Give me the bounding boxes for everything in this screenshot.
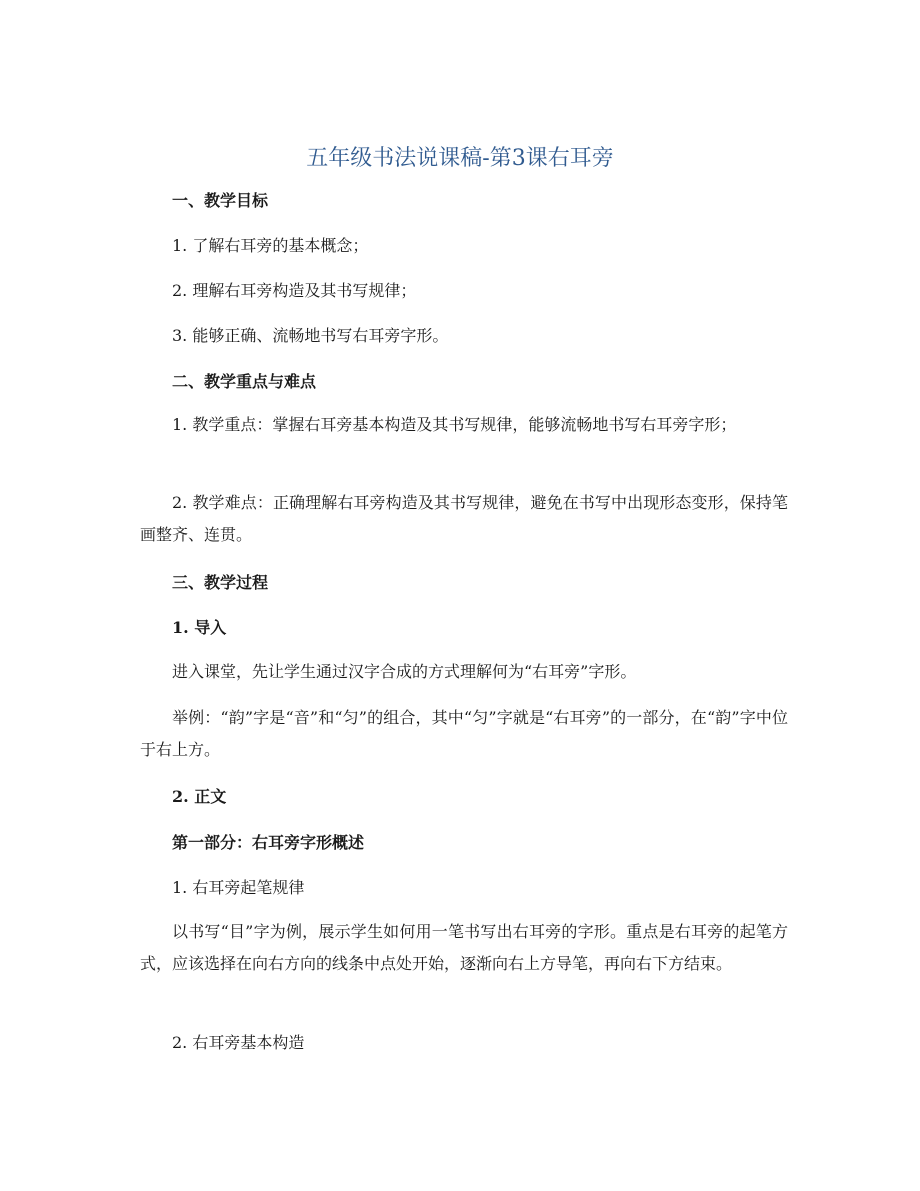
document-title: 五年级书法说课稿-第3课右耳旁 <box>306 146 614 171</box>
goal-item-1: 1. 了解右耳旁的基本概念； <box>172 236 369 255</box>
section-heading-teaching-goals: 一、教学目标 <box>172 191 269 210</box>
key-point-paragraph: 1. 教学重点：掌握右耳旁基本构造及其书写规律，能够流畅地书写右耳旁字形； <box>172 415 737 434</box>
sub-heading-starting-stroke: 1. 右耳旁起笔规律 <box>172 878 305 897</box>
starting-stroke-paragraph: 以书写“目”字为例，展示学生如何用一笔书写出右耳旁的字形。重点是右耳旁的起笔方式，应该选择在向右方向的线条中点处开始，逐渐向右上方导笔，再向右下方结束。 <box>140 922 788 973</box>
part-heading-overview: 第一部分：右耳旁字形概述 <box>172 833 365 852</box>
step-heading-main-text: 2. 正文 <box>172 787 227 806</box>
goal-item-2: 2. 理解右耳旁构造及其书写规律； <box>172 281 417 300</box>
example-paragraph: 举例：“韵”字是“音”和“匀”的组合，其中“匀”字就是“右耳旁”的一部分，在“韵”字中位于右上方。 <box>140 708 788 759</box>
introduction-paragraph: 进入课堂，先让学生通过汉字合成的方式理解何为“右耳旁”字形。 <box>172 662 637 681</box>
section-heading-key-points: 二、教学重点与难点 <box>172 372 317 391</box>
step-heading-introduction: 1. 导入 <box>172 618 227 637</box>
section-heading-process: 三、教学过程 <box>172 573 269 592</box>
difficulty-paragraph: 2. 教学难点：正确理解右耳旁构造及其书写规律，避免在书写中出现形态变形，保持笔画整齐、连贯。 <box>140 493 788 544</box>
goal-item-3: 3. 能够正确、流畅地书写右耳旁字形。 <box>172 326 449 345</box>
sub-heading-basic-structure: 2. 右耳旁基本构造 <box>172 1033 305 1052</box>
